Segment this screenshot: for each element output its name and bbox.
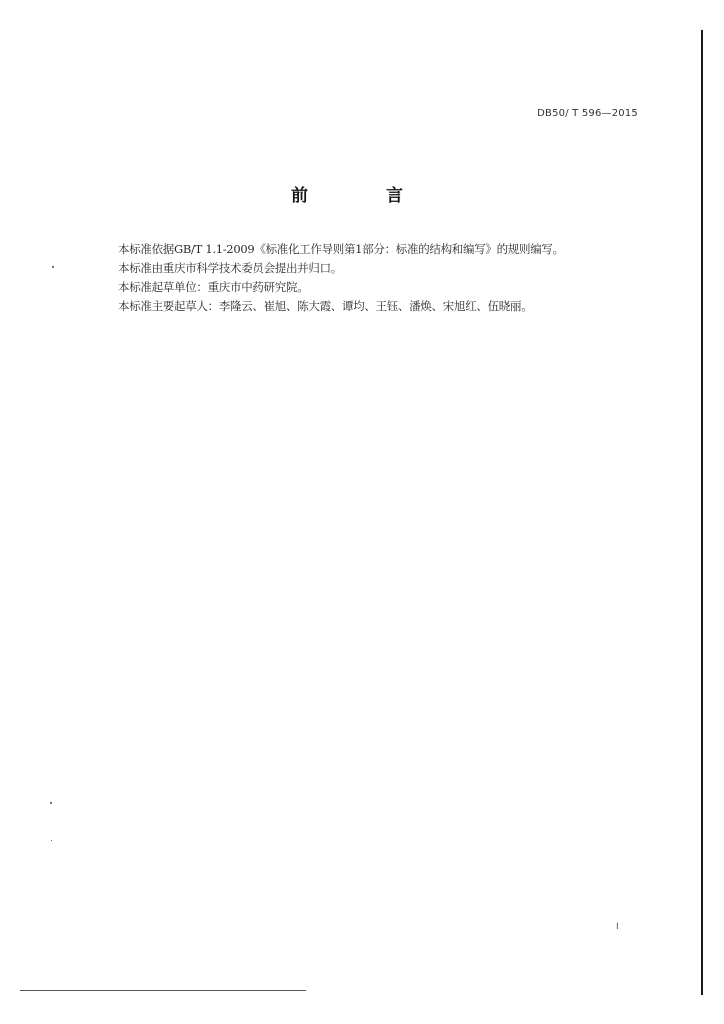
- standard-code: DB50/ T 596—2015: [537, 108, 638, 119]
- paragraph-drafters: 本标准主要起草人：李隆云、崔旭、陈大霞、谭均、王钰、潘焕、宋旭红、伍晓丽。: [118, 299, 533, 313]
- bottom-rule: [20, 990, 306, 991]
- paragraph-proposer: 本标准由重庆市科学技术委员会提出并归口。: [118, 261, 342, 275]
- page-title: 前 言: [291, 186, 439, 206]
- scan-speck: [50, 802, 52, 804]
- scan-speck: [52, 266, 54, 268]
- paragraph-drafting-rules: 本标准依据GB/T 1.1-2009《标准化工作导则第1部分：标准的结构和编写》的规则编写。: [118, 242, 564, 256]
- foreword-body: [118, 240, 618, 316]
- paragraph-drafting-unit: 本标准起草单位：重庆市中药研究院。: [118, 280, 309, 294]
- right-border-line: [701, 30, 703, 995]
- page-number: I: [616, 922, 619, 932]
- scan-speck: [51, 840, 52, 841]
